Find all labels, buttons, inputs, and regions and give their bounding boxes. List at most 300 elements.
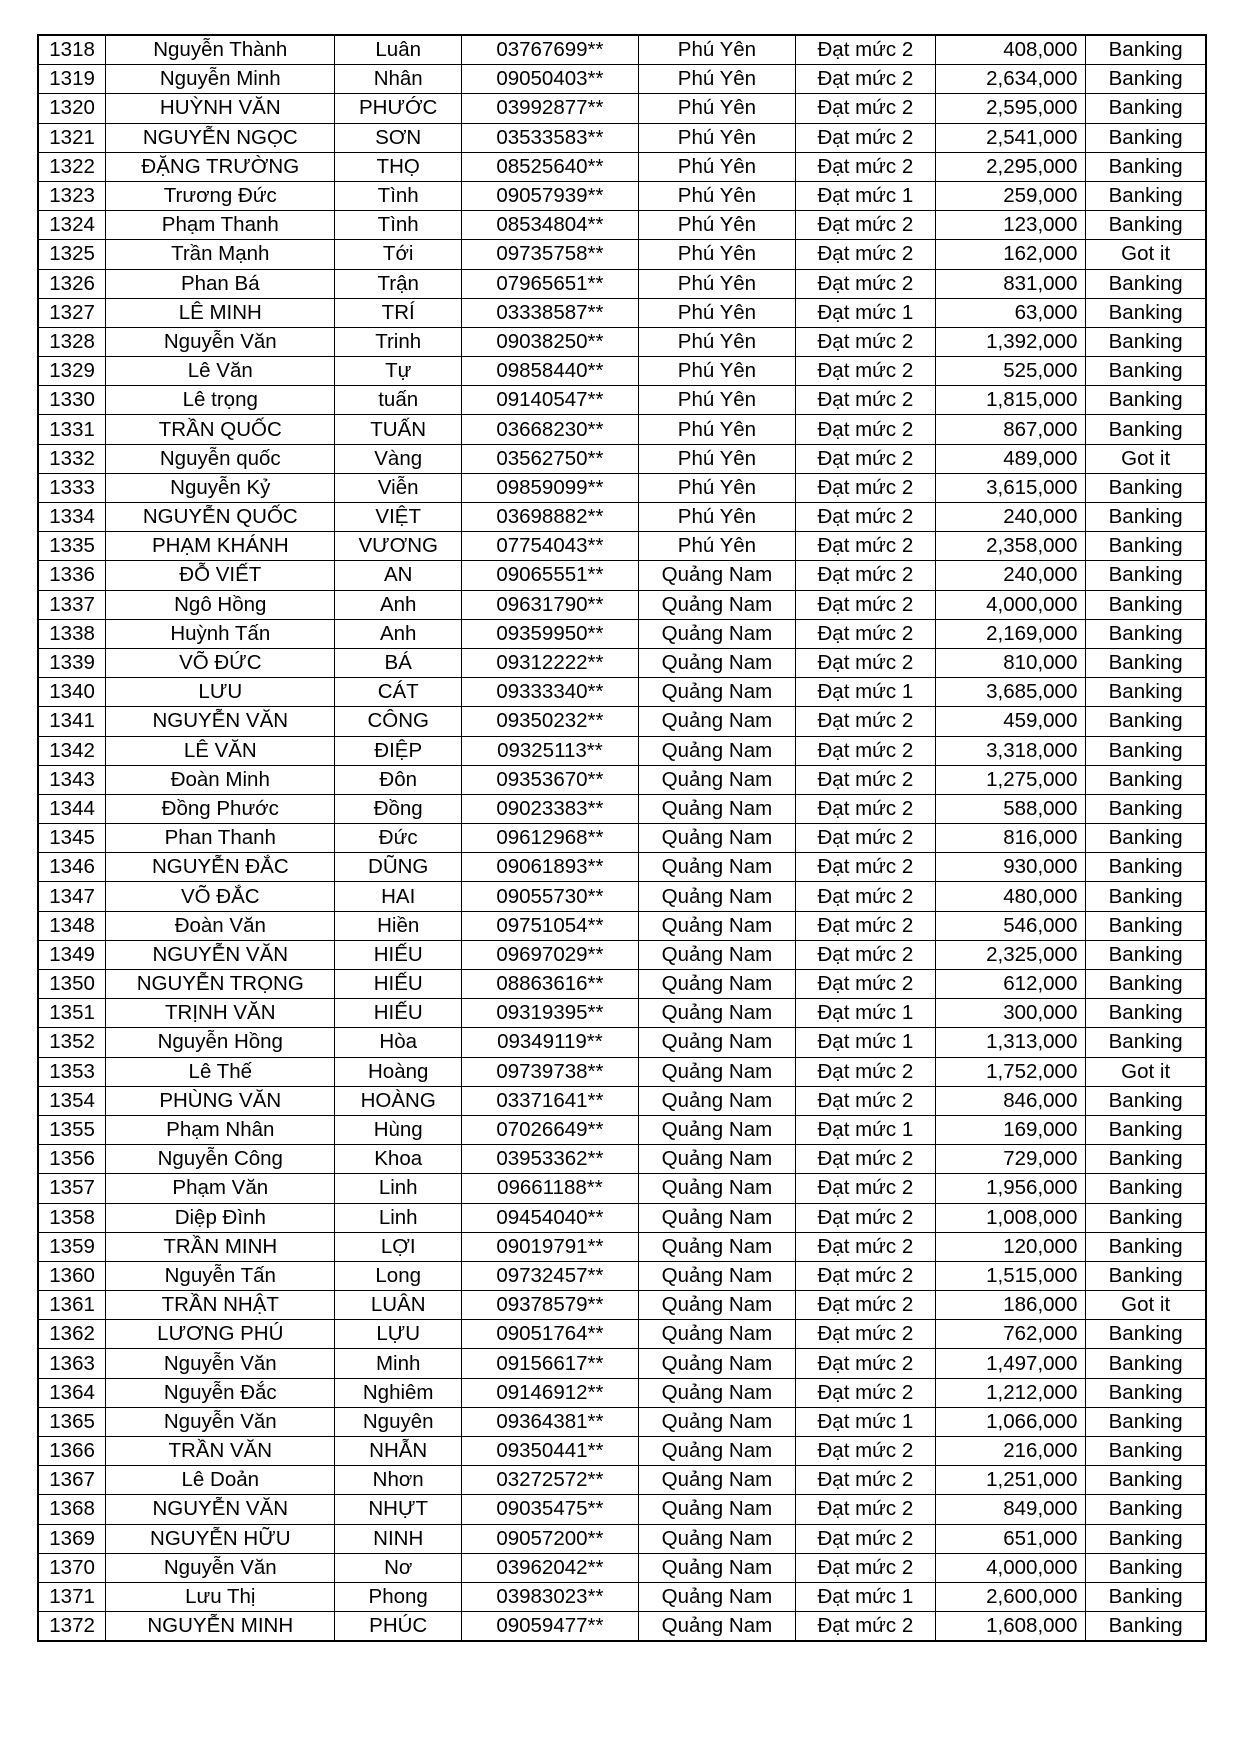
- phone-number-cell: 07026649**: [462, 1115, 639, 1144]
- row-number-cell: 1363: [38, 1349, 106, 1378]
- given-name-cell: Hiền: [335, 911, 462, 940]
- prize-amount-cell: 849,000: [935, 1495, 1086, 1524]
- province-cell: Quảng Nam: [638, 1261, 795, 1290]
- table-row: [38, 1115, 1206, 1144]
- table-row: [38, 1378, 1206, 1407]
- row-number-cell: 1361: [38, 1291, 106, 1320]
- prize-amount-cell: 2,541,000: [935, 123, 1086, 152]
- province-cell: Quảng Nam: [638, 853, 795, 882]
- table-row: [38, 853, 1206, 882]
- family-name-cell: LÊ MINH: [106, 298, 335, 327]
- family-name-cell: Lê Doản: [106, 1466, 335, 1495]
- payment-method-cell: Banking: [1086, 1349, 1206, 1378]
- given-name-cell: Minh: [335, 1349, 462, 1378]
- row-number-cell: 1348: [38, 911, 106, 940]
- province-cell: Quảng Nam: [638, 619, 795, 648]
- table-row: [38, 999, 1206, 1028]
- given-name-cell: LỰU: [335, 1320, 462, 1349]
- prize-amount-cell: 1,251,000: [935, 1466, 1086, 1495]
- given-name-cell: NHỰT: [335, 1495, 462, 1524]
- table-row: [38, 648, 1206, 677]
- table-row: [38, 765, 1206, 794]
- given-name-cell: NHẪN: [335, 1437, 462, 1466]
- row-number-cell: 1369: [38, 1524, 106, 1553]
- table-row: [38, 65, 1206, 94]
- achievement-level-cell: Đạt mức 2: [796, 1057, 936, 1086]
- phone-number-cell: 09050403**: [462, 65, 639, 94]
- payment-method-cell: Banking: [1086, 386, 1206, 415]
- given-name-cell: Nhơn: [335, 1466, 462, 1495]
- achievement-level-cell: Đạt mức 2: [796, 1612, 936, 1642]
- prize-amount-cell: 1,008,000: [935, 1203, 1086, 1232]
- table-row: [38, 1582, 1206, 1611]
- province-cell: Quảng Nam: [638, 765, 795, 794]
- prize-amount-cell: 1,497,000: [935, 1349, 1086, 1378]
- row-number-cell: 1350: [38, 970, 106, 999]
- family-name-cell: VÕ ĐỨC: [106, 648, 335, 677]
- row-number-cell: 1335: [38, 532, 106, 561]
- table-row: [38, 911, 1206, 940]
- achievement-level-cell: Đạt mức 2: [796, 794, 936, 823]
- achievement-level-cell: Đạt mức 2: [796, 1086, 936, 1115]
- table-row: [38, 532, 1206, 561]
- family-name-cell: Nguyễn Thành: [106, 35, 335, 65]
- table-row: [38, 444, 1206, 473]
- payment-method-cell: Banking: [1086, 1320, 1206, 1349]
- achievement-level-cell: Đạt mức 2: [796, 65, 936, 94]
- payment-method-cell: Banking: [1086, 619, 1206, 648]
- phone-number-cell: 03562750**: [462, 444, 639, 473]
- province-cell: Quảng Nam: [638, 561, 795, 590]
- province-cell: Phú Yên: [638, 94, 795, 123]
- family-name-cell: LÊ VĂN: [106, 736, 335, 765]
- given-name-cell: Long: [335, 1261, 462, 1290]
- table-row: [38, 152, 1206, 181]
- family-name-cell: Nguyễn Văn: [106, 1553, 335, 1582]
- prize-amount-cell: 831,000: [935, 269, 1086, 298]
- table-row: [38, 707, 1206, 736]
- family-name-cell: NGUYỄN NGỌC: [106, 123, 335, 152]
- row-number-cell: 1344: [38, 794, 106, 823]
- province-cell: Quảng Nam: [638, 940, 795, 969]
- achievement-level-cell: Đạt mức 2: [796, 357, 936, 386]
- table-row: [38, 882, 1206, 911]
- phone-number-cell: 09325113**: [462, 736, 639, 765]
- row-number-cell: 1325: [38, 240, 106, 269]
- table-row: [38, 1407, 1206, 1436]
- payment-method-cell: Banking: [1086, 35, 1206, 65]
- family-name-cell: Nguyễn Hồng: [106, 1028, 335, 1057]
- table-row: [38, 386, 1206, 415]
- row-number-cell: 1351: [38, 999, 106, 1028]
- given-name-cell: Nghiêm: [335, 1378, 462, 1407]
- row-number-cell: 1353: [38, 1057, 106, 1086]
- given-name-cell: THỌ: [335, 152, 462, 181]
- row-number-cell: 1366: [38, 1437, 106, 1466]
- family-name-cell: NGUYỄN TRỌNG: [106, 970, 335, 999]
- prize-amount-cell: 846,000: [935, 1086, 1086, 1115]
- prize-amount-cell: 816,000: [935, 824, 1086, 853]
- payment-method-cell: Banking: [1086, 269, 1206, 298]
- family-name-cell: Diệp Đình: [106, 1203, 335, 1232]
- row-number-cell: 1372: [38, 1612, 106, 1642]
- achievement-level-cell: Đạt mức 2: [796, 1203, 936, 1232]
- phone-number-cell: 09038250**: [462, 327, 639, 356]
- row-number-cell: 1336: [38, 561, 106, 590]
- winners-table: [37, 34, 1207, 1642]
- given-name-cell: Nguyên: [335, 1407, 462, 1436]
- achievement-level-cell: Đạt mức 2: [796, 619, 936, 648]
- payment-method-cell: Banking: [1086, 327, 1206, 356]
- province-cell: Phú Yên: [638, 298, 795, 327]
- achievement-level-cell: Đạt mức 2: [796, 561, 936, 590]
- province-cell: Phú Yên: [638, 327, 795, 356]
- table-row: [38, 561, 1206, 590]
- family-name-cell: Nguyễn Đắc: [106, 1378, 335, 1407]
- table-row: [38, 1057, 1206, 1086]
- row-number-cell: 1347: [38, 882, 106, 911]
- table-row: [38, 35, 1206, 65]
- achievement-level-cell: Đạt mức 2: [796, 152, 936, 181]
- table-row: [38, 473, 1206, 502]
- payment-method-cell: Banking: [1086, 1028, 1206, 1057]
- family-name-cell: NGUYỄN HỮU: [106, 1524, 335, 1553]
- province-cell: Quảng Nam: [638, 1057, 795, 1086]
- prize-amount-cell: 930,000: [935, 853, 1086, 882]
- given-name-cell: Khoa: [335, 1145, 462, 1174]
- payment-method-cell: Banking: [1086, 648, 1206, 677]
- province-cell: Phú Yên: [638, 532, 795, 561]
- given-name-cell: Linh: [335, 1203, 462, 1232]
- payment-method-cell: Banking: [1086, 298, 1206, 327]
- table-row: [38, 678, 1206, 707]
- payment-method-cell: Banking: [1086, 357, 1206, 386]
- province-cell: Phú Yên: [638, 386, 795, 415]
- given-name-cell: PHÚC: [335, 1612, 462, 1642]
- row-number-cell: 1354: [38, 1086, 106, 1115]
- achievement-level-cell: Đạt mức 2: [796, 940, 936, 969]
- given-name-cell: TUẤN: [335, 415, 462, 444]
- row-number-cell: 1334: [38, 503, 106, 532]
- table-row: [38, 1232, 1206, 1261]
- family-name-cell: NGUYỄN VĂN: [106, 707, 335, 736]
- table-row: [38, 1437, 1206, 1466]
- payment-method-cell: Got it: [1086, 444, 1206, 473]
- family-name-cell: Nguyễn Kỷ: [106, 473, 335, 502]
- prize-amount-cell: 63,000: [935, 298, 1086, 327]
- family-name-cell: Nguyễn Minh: [106, 65, 335, 94]
- province-cell: Quảng Nam: [638, 707, 795, 736]
- achievement-level-cell: Đạt mức 2: [796, 473, 936, 502]
- row-number-cell: 1362: [38, 1320, 106, 1349]
- table-row: [38, 327, 1206, 356]
- row-number-cell: 1349: [38, 940, 106, 969]
- given-name-cell: NINH: [335, 1524, 462, 1553]
- payment-method-cell: Banking: [1086, 999, 1206, 1028]
- prize-amount-cell: 408,000: [935, 35, 1086, 65]
- family-name-cell: PHẠM KHÁNH: [106, 532, 335, 561]
- prize-amount-cell: 1,313,000: [935, 1028, 1086, 1057]
- given-name-cell: Vàng: [335, 444, 462, 473]
- prize-amount-cell: 240,000: [935, 503, 1086, 532]
- province-cell: Phú Yên: [638, 444, 795, 473]
- phone-number-cell: 03272572**: [462, 1466, 639, 1495]
- prize-amount-cell: 1,956,000: [935, 1174, 1086, 1203]
- family-name-cell: Nguyễn Công: [106, 1145, 335, 1174]
- given-name-cell: VIỆT: [335, 503, 462, 532]
- family-name-cell: Huỳnh Tấn: [106, 619, 335, 648]
- phone-number-cell: 09312222**: [462, 648, 639, 677]
- achievement-level-cell: Đạt mức 2: [796, 503, 936, 532]
- phone-number-cell: 03953362**: [462, 1145, 639, 1174]
- given-name-cell: ĐIỆP: [335, 736, 462, 765]
- given-name-cell: HOÀNG: [335, 1086, 462, 1115]
- payment-method-cell: Banking: [1086, 736, 1206, 765]
- province-cell: Quảng Nam: [638, 882, 795, 911]
- payment-method-cell: Banking: [1086, 765, 1206, 794]
- phone-number-cell: 09858440**: [462, 357, 639, 386]
- prize-amount-cell: 3,685,000: [935, 678, 1086, 707]
- family-name-cell: TRẦN NHẬT: [106, 1291, 335, 1320]
- payment-method-cell: Banking: [1086, 94, 1206, 123]
- given-name-cell: Nơ: [335, 1553, 462, 1582]
- prize-amount-cell: 2,169,000: [935, 619, 1086, 648]
- payment-method-cell: Banking: [1086, 1086, 1206, 1115]
- table-row: [38, 269, 1206, 298]
- achievement-level-cell: Đạt mức 2: [796, 386, 936, 415]
- province-cell: Quảng Nam: [638, 1612, 795, 1642]
- achievement-level-cell: Đạt mức 2: [796, 853, 936, 882]
- achievement-level-cell: Đạt mức 2: [796, 269, 936, 298]
- phone-number-cell: 09333340**: [462, 678, 639, 707]
- payment-method-cell: Banking: [1086, 1232, 1206, 1261]
- table-row: [38, 1174, 1206, 1203]
- family-name-cell: TRỊNH VĂN: [106, 999, 335, 1028]
- row-number-cell: 1370: [38, 1553, 106, 1582]
- achievement-level-cell: Đạt mức 2: [796, 1466, 936, 1495]
- family-name-cell: Phạm Nhân: [106, 1115, 335, 1144]
- row-number-cell: 1343: [38, 765, 106, 794]
- family-name-cell: ĐỖ VIẾT: [106, 561, 335, 590]
- province-cell: Phú Yên: [638, 123, 795, 152]
- prize-amount-cell: 480,000: [935, 882, 1086, 911]
- phone-number-cell: 09364381**: [462, 1407, 639, 1436]
- province-cell: Quảng Nam: [638, 1582, 795, 1611]
- province-cell: Phú Yên: [638, 357, 795, 386]
- family-name-cell: Trương Đức: [106, 181, 335, 210]
- family-name-cell: NGUYỄN VĂN: [106, 940, 335, 969]
- family-name-cell: LƯU: [106, 678, 335, 707]
- achievement-level-cell: Đạt mức 2: [796, 327, 936, 356]
- payment-method-cell: Banking: [1086, 1407, 1206, 1436]
- family-name-cell: NGUYỄN MINH: [106, 1612, 335, 1642]
- prize-amount-cell: 120,000: [935, 1232, 1086, 1261]
- payment-method-cell: Banking: [1086, 1145, 1206, 1174]
- family-name-cell: Ngô Hồng: [106, 590, 335, 619]
- given-name-cell: Hoàng: [335, 1057, 462, 1086]
- achievement-level-cell: Đạt mức 2: [796, 1495, 936, 1524]
- phone-number-cell: 09697029**: [462, 940, 639, 969]
- province-cell: Quảng Nam: [638, 1232, 795, 1261]
- table-row: [38, 736, 1206, 765]
- payment-method-cell: Got it: [1086, 1057, 1206, 1086]
- achievement-level-cell: Đạt mức 1: [796, 1028, 936, 1057]
- phone-number-cell: 09661188**: [462, 1174, 639, 1203]
- phone-number-cell: 09859099**: [462, 473, 639, 502]
- phone-number-cell: 07965651**: [462, 269, 639, 298]
- table-row: [38, 298, 1206, 327]
- family-name-cell: Phạm Văn: [106, 1174, 335, 1203]
- family-name-cell: Phan Thanh: [106, 824, 335, 853]
- phone-number-cell: 09055730**: [462, 882, 639, 911]
- family-name-cell: NGUYỄN VĂN: [106, 1495, 335, 1524]
- payment-method-cell: Banking: [1086, 1553, 1206, 1582]
- prize-amount-cell: 4,000,000: [935, 1553, 1086, 1582]
- prize-amount-cell: 729,000: [935, 1145, 1086, 1174]
- phone-number-cell: 09019791**: [462, 1232, 639, 1261]
- table-row: [38, 357, 1206, 386]
- given-name-cell: Tới: [335, 240, 462, 269]
- achievement-level-cell: Đạt mức 2: [796, 35, 936, 65]
- prize-amount-cell: 3,615,000: [935, 473, 1086, 502]
- province-cell: Quảng Nam: [638, 1553, 795, 1582]
- phone-number-cell: 09035475**: [462, 1495, 639, 1524]
- table-row: [38, 1553, 1206, 1582]
- row-number-cell: 1367: [38, 1466, 106, 1495]
- row-number-cell: 1341: [38, 707, 106, 736]
- prize-amount-cell: 169,000: [935, 1115, 1086, 1144]
- table-row: [38, 211, 1206, 240]
- given-name-cell: TRÍ: [335, 298, 462, 327]
- table-row: [38, 1086, 1206, 1115]
- phone-number-cell: 09059477**: [462, 1612, 639, 1642]
- prize-amount-cell: 525,000: [935, 357, 1086, 386]
- province-cell: Quảng Nam: [638, 1524, 795, 1553]
- payment-method-cell: Got it: [1086, 1291, 1206, 1320]
- given-name-cell: Hòa: [335, 1028, 462, 1057]
- table-row: [38, 1203, 1206, 1232]
- family-name-cell: ĐẶNG TRƯỜNG: [106, 152, 335, 181]
- payment-method-cell: Banking: [1086, 794, 1206, 823]
- row-number-cell: 1360: [38, 1261, 106, 1290]
- row-number-cell: 1338: [38, 619, 106, 648]
- row-number-cell: 1326: [38, 269, 106, 298]
- given-name-cell: PHƯỚC: [335, 94, 462, 123]
- prize-amount-cell: 3,318,000: [935, 736, 1086, 765]
- given-name-cell: Hùng: [335, 1115, 462, 1144]
- payment-method-cell: Banking: [1086, 1466, 1206, 1495]
- province-cell: Quảng Nam: [638, 1028, 795, 1057]
- phone-number-cell: 03992877**: [462, 94, 639, 123]
- family-name-cell: Nguyễn Tấn: [106, 1261, 335, 1290]
- prize-amount-cell: 2,595,000: [935, 94, 1086, 123]
- payment-method-cell: Banking: [1086, 561, 1206, 590]
- prize-amount-cell: 1,815,000: [935, 386, 1086, 415]
- achievement-level-cell: Đạt mức 2: [796, 970, 936, 999]
- family-name-cell: HUỲNH VĂN: [106, 94, 335, 123]
- family-name-cell: Nguyễn Văn: [106, 1407, 335, 1436]
- family-name-cell: LƯƠNG PHÚ: [106, 1320, 335, 1349]
- phone-number-cell: 09751054**: [462, 911, 639, 940]
- province-cell: Quảng Nam: [638, 1115, 795, 1144]
- prize-amount-cell: 546,000: [935, 911, 1086, 940]
- phone-number-cell: 09631790**: [462, 590, 639, 619]
- province-cell: Quảng Nam: [638, 1378, 795, 1407]
- phone-number-cell: 09057939**: [462, 181, 639, 210]
- family-name-cell: NGUYỄN ĐẮC: [106, 853, 335, 882]
- given-name-cell: BÁ: [335, 648, 462, 677]
- prize-amount-cell: 810,000: [935, 648, 1086, 677]
- phone-number-cell: 09735758**: [462, 240, 639, 269]
- payment-method-cell: Got it: [1086, 240, 1206, 269]
- given-name-cell: Trinh: [335, 327, 462, 356]
- row-number-cell: 1330: [38, 386, 106, 415]
- row-number-cell: 1357: [38, 1174, 106, 1203]
- prize-amount-cell: 612,000: [935, 970, 1086, 999]
- payment-method-cell: Banking: [1086, 65, 1206, 94]
- prize-amount-cell: 1,212,000: [935, 1378, 1086, 1407]
- given-name-cell: Luân: [335, 35, 462, 65]
- phone-number-cell: 03767699**: [462, 35, 639, 65]
- prize-amount-cell: 240,000: [935, 561, 1086, 590]
- achievement-level-cell: Đạt mức 1: [796, 1407, 936, 1436]
- table-row: [38, 1495, 1206, 1524]
- payment-method-cell: Banking: [1086, 1261, 1206, 1290]
- row-number-cell: 1352: [38, 1028, 106, 1057]
- phone-number-cell: 09378579**: [462, 1291, 639, 1320]
- province-cell: Quảng Nam: [638, 999, 795, 1028]
- phone-number-cell: 03962042**: [462, 1553, 639, 1582]
- phone-number-cell: 09319395**: [462, 999, 639, 1028]
- phone-number-cell: 09350441**: [462, 1437, 639, 1466]
- row-number-cell: 1368: [38, 1495, 106, 1524]
- phone-number-cell: 09353670**: [462, 765, 639, 794]
- phone-number-cell: 09065551**: [462, 561, 639, 590]
- given-name-cell: tuấn: [335, 386, 462, 415]
- province-cell: Quảng Nam: [638, 1437, 795, 1466]
- given-name-cell: HAI: [335, 882, 462, 911]
- given-name-cell: AN: [335, 561, 462, 590]
- payment-method-cell: Banking: [1086, 1495, 1206, 1524]
- prize-amount-cell: 1,275,000: [935, 765, 1086, 794]
- phone-number-cell: 08534804**: [462, 211, 639, 240]
- phone-number-cell: 09350232**: [462, 707, 639, 736]
- prize-amount-cell: 2,600,000: [935, 1582, 1086, 1611]
- family-name-cell: TRẦN MINH: [106, 1232, 335, 1261]
- payment-method-cell: Banking: [1086, 1115, 1206, 1144]
- phone-number-cell: 09156617**: [462, 1349, 639, 1378]
- achievement-level-cell: Đạt mức 2: [796, 415, 936, 444]
- prize-amount-cell: 2,325,000: [935, 940, 1086, 969]
- achievement-level-cell: Đạt mức 1: [796, 999, 936, 1028]
- province-cell: Phú Yên: [638, 503, 795, 532]
- row-number-cell: 1331: [38, 415, 106, 444]
- province-cell: Quảng Nam: [638, 678, 795, 707]
- family-name-cell: Lê Thế: [106, 1057, 335, 1086]
- phone-number-cell: 03668230**: [462, 415, 639, 444]
- given-name-cell: Anh: [335, 590, 462, 619]
- row-number-cell: 1371: [38, 1582, 106, 1611]
- province-cell: Quảng Nam: [638, 1349, 795, 1378]
- prize-amount-cell: 2,295,000: [935, 152, 1086, 181]
- payment-method-cell: Banking: [1086, 853, 1206, 882]
- table-row: [38, 1612, 1206, 1642]
- payment-method-cell: Banking: [1086, 503, 1206, 532]
- table-row: [38, 1028, 1206, 1057]
- given-name-cell: Trận: [335, 269, 462, 298]
- row-number-cell: 1356: [38, 1145, 106, 1174]
- achievement-level-cell: Đạt mức 2: [796, 240, 936, 269]
